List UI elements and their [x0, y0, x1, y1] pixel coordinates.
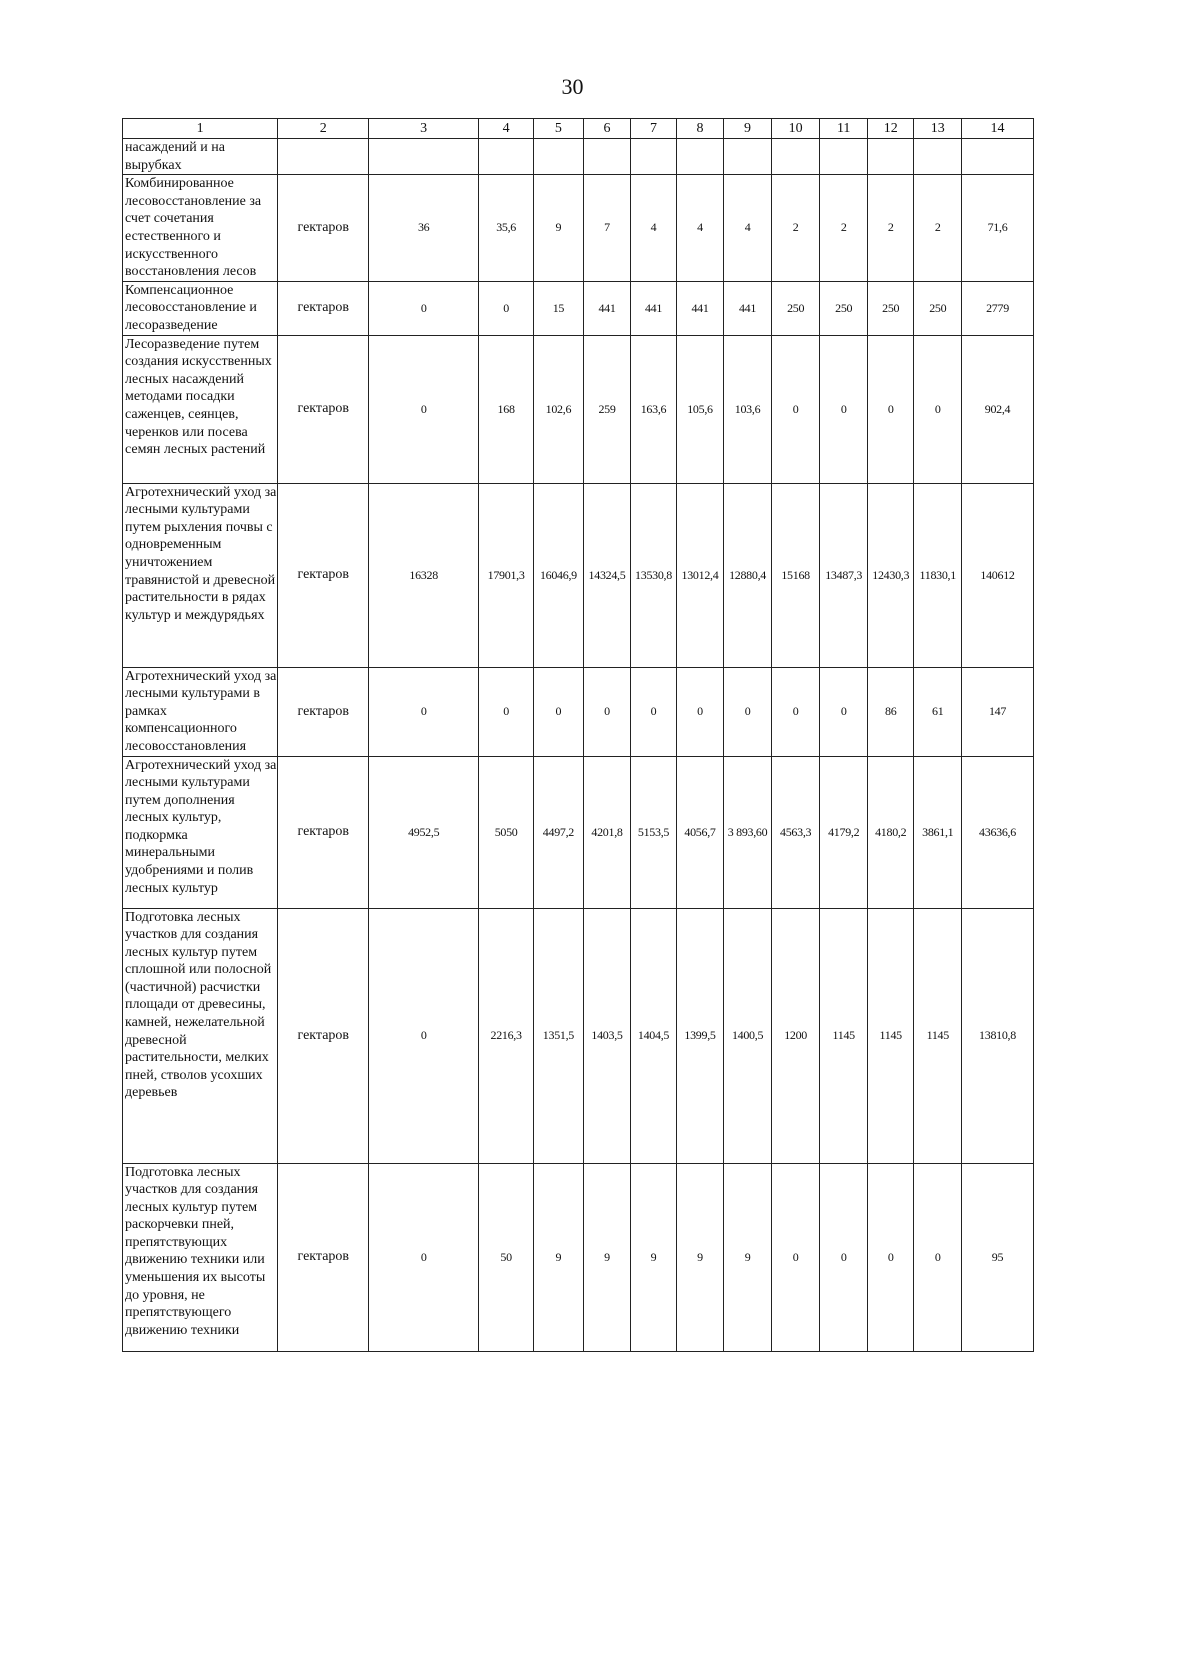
value-cell: 1404,5 — [631, 908, 676, 1163]
value-cell: 1400,5 — [724, 908, 772, 1163]
value-cell: 2779 — [962, 281, 1034, 335]
value-cell: 4 — [724, 175, 772, 282]
value-cell: 902,4 — [962, 335, 1034, 483]
value-cell — [534, 139, 584, 175]
value-cell: 9 — [534, 1163, 584, 1351]
column-header: 6 — [583, 119, 631, 139]
table-row — [123, 483, 1034, 667]
value-cell: 0 — [583, 667, 631, 756]
value-cell: 1399,5 — [676, 908, 724, 1163]
value-cell: 7 — [583, 175, 631, 282]
value-cell: 0 — [369, 908, 479, 1163]
table-row — [123, 139, 1034, 175]
value-cell: 9 — [631, 1163, 676, 1351]
value-cell: 3 893,60 — [724, 756, 772, 908]
value-cell: 250 — [820, 281, 868, 335]
value-cell: 1145 — [867, 908, 914, 1163]
value-cell: 13487,3 — [820, 483, 868, 667]
value-cell: 4 — [676, 175, 724, 282]
value-cell: 1200 — [771, 908, 820, 1163]
value-cell: 0 — [771, 335, 820, 483]
value-cell: 86 — [867, 667, 914, 756]
row-label: насаждений и на вырубках — [123, 139, 278, 175]
value-cell — [369, 139, 479, 175]
row-label: Агротехнический уход за лесными культурами путем дополнения лесных культур, подкормка минеральными удобрениями и полив лесных культур — [123, 756, 278, 908]
row-label: Агротехнический уход за лесными культурами в рамках компенсационного лесовосстановления — [123, 667, 278, 756]
value-cell: 4201,8 — [583, 756, 631, 908]
value-cell: 35,6 — [479, 175, 534, 282]
unit-cell: гектаров — [278, 908, 369, 1163]
value-cell: 12430,3 — [867, 483, 914, 667]
value-cell: 441 — [631, 281, 676, 335]
value-cell: 0 — [676, 667, 724, 756]
value-cell — [914, 139, 962, 175]
value-cell: 1403,5 — [583, 908, 631, 1163]
table-row — [123, 1163, 1034, 1351]
value-cell: 147 — [962, 667, 1034, 756]
value-cell: 259 — [583, 335, 631, 483]
value-cell: 43636,6 — [962, 756, 1034, 908]
value-cell: 0 — [820, 667, 868, 756]
unit-cell: гектаров — [278, 335, 369, 483]
unit-cell: гектаров — [278, 281, 369, 335]
value-cell: 0 — [820, 335, 868, 483]
value-cell: 4180,2 — [867, 756, 914, 908]
value-cell: 15 — [534, 281, 584, 335]
value-cell: 0 — [369, 1163, 479, 1351]
value-cell: 61 — [914, 667, 962, 756]
value-cell: 441 — [583, 281, 631, 335]
column-header: 11 — [820, 119, 868, 139]
column-header: 1 — [123, 119, 278, 139]
value-cell: 4563,3 — [771, 756, 820, 908]
value-cell: 17901,3 — [479, 483, 534, 667]
row-label: Комбинированное лесовосстановление за счет сочетания естественного и искусственного восстановления лесов — [123, 175, 278, 282]
column-header: 14 — [962, 119, 1034, 139]
value-cell: 0 — [534, 667, 584, 756]
value-cell: 140612 — [962, 483, 1034, 667]
value-cell: 13810,8 — [962, 908, 1034, 1163]
row-label: Лесоразведение путем создания искусственных лесных насаждений методами посадки саженцев, сеянцев, черенков или посева семян лесных растений — [123, 335, 278, 483]
value-cell: 163,6 — [631, 335, 676, 483]
value-cell: 71,6 — [962, 175, 1034, 282]
value-cell — [676, 139, 724, 175]
value-cell: 0 — [867, 1163, 914, 1351]
value-cell: 50 — [479, 1163, 534, 1351]
unit-cell: гектаров — [278, 175, 369, 282]
value-cell: 95 — [962, 1163, 1034, 1351]
value-cell: 9 — [676, 1163, 724, 1351]
value-cell: 1351,5 — [534, 908, 584, 1163]
page-number: 30 — [561, 74, 584, 99]
value-cell: 250 — [771, 281, 820, 335]
value-cell: 5153,5 — [631, 756, 676, 908]
value-cell: 2 — [820, 175, 868, 282]
column-header: 9 — [724, 119, 772, 139]
value-cell: 16328 — [369, 483, 479, 667]
column-header: 8 — [676, 119, 724, 139]
value-cell: 2 — [867, 175, 914, 282]
value-cell — [479, 139, 534, 175]
value-cell: 0 — [479, 667, 534, 756]
value-cell: 250 — [914, 281, 962, 335]
value-cell — [867, 139, 914, 175]
column-header: 4 — [479, 119, 534, 139]
unit-cell: гектаров — [278, 1163, 369, 1351]
table-row — [123, 756, 1034, 908]
table-row — [123, 175, 1034, 282]
value-cell: 11830,1 — [914, 483, 962, 667]
unit-cell — [278, 139, 369, 175]
value-cell: 0 — [369, 667, 479, 756]
value-cell: 441 — [724, 281, 772, 335]
value-cell: 102,6 — [534, 335, 584, 483]
value-cell — [962, 139, 1034, 175]
column-header: 2 — [278, 119, 369, 139]
value-cell: 2 — [914, 175, 962, 282]
row-label: Агротехнический уход за лесными культурами путем рыхления почвы с одновременным уничтожением травянистой и древесной растительности в рядах культур и междурядьях — [123, 483, 278, 667]
value-cell: 105,6 — [676, 335, 724, 483]
value-cell — [583, 139, 631, 175]
value-cell: 13012,4 — [676, 483, 724, 667]
value-cell: 0 — [479, 281, 534, 335]
value-cell: 15168 — [771, 483, 820, 667]
column-header: 12 — [867, 119, 914, 139]
value-cell: 0 — [771, 667, 820, 756]
value-cell: 16046,9 — [534, 483, 584, 667]
value-cell — [631, 139, 676, 175]
value-cell: 3861,1 — [914, 756, 962, 908]
column-header: 13 — [914, 119, 962, 139]
value-cell: 12880,4 — [724, 483, 772, 667]
row-label: Подготовка лесных участков для создания лесных культур путем сплошной или полосной (частичной) расчистки площади от древесины, камней, нежелательной древесной растительности, мелких пней, стволов усохших деревьев — [123, 908, 278, 1163]
value-cell: 0 — [914, 1163, 962, 1351]
value-cell: 4056,7 — [676, 756, 724, 908]
table-row — [123, 281, 1034, 335]
value-cell: 0 — [914, 335, 962, 483]
value-cell: 4952,5 — [369, 756, 479, 908]
unit-cell: гектаров — [278, 667, 369, 756]
value-cell: 9 — [583, 1163, 631, 1351]
value-cell: 0 — [867, 335, 914, 483]
value-cell: 2216,3 — [479, 908, 534, 1163]
value-cell: 2 — [771, 175, 820, 282]
table-row — [123, 335, 1034, 483]
row-label: Компенсационное лесовосстановление и лесоразведение — [123, 281, 278, 335]
value-cell: 36 — [369, 175, 479, 282]
value-cell: 441 — [676, 281, 724, 335]
value-cell: 0 — [724, 667, 772, 756]
data-table — [122, 118, 1034, 1352]
value-cell: 1145 — [914, 908, 962, 1163]
value-cell: 1145 — [820, 908, 868, 1163]
value-cell: 168 — [479, 335, 534, 483]
column-header: 3 — [369, 119, 479, 139]
value-cell: 5050 — [479, 756, 534, 908]
value-cell: 0 — [631, 667, 676, 756]
value-cell: 250 — [867, 281, 914, 335]
table-row — [123, 908, 1034, 1163]
value-cell: 0 — [369, 335, 479, 483]
value-cell: 14324,5 — [583, 483, 631, 667]
value-cell: 0 — [820, 1163, 868, 1351]
header-row — [123, 119, 1034, 139]
value-cell — [820, 139, 868, 175]
column-header: 5 — [534, 119, 584, 139]
column-header: 10 — [771, 119, 820, 139]
value-cell: 9 — [724, 1163, 772, 1351]
table-row — [123, 667, 1034, 756]
row-label: Подготовка лесных участков для создания лесных культур путем раскорчевки пней, препятствующих движению техники или уменьшения их высоты до уровня, не препятствующего движению техники — [123, 1163, 278, 1351]
value-cell: 13530,8 — [631, 483, 676, 667]
value-cell: 4497,2 — [534, 756, 584, 908]
value-cell: 0 — [369, 281, 479, 335]
value-cell: 4 — [631, 175, 676, 282]
value-cell — [724, 139, 772, 175]
unit-cell: гектаров — [278, 483, 369, 667]
value-cell: 0 — [771, 1163, 820, 1351]
column-header: 7 — [631, 119, 676, 139]
value-cell: 9 — [534, 175, 584, 282]
value-cell: 103,6 — [724, 335, 772, 483]
value-cell: 4179,2 — [820, 756, 868, 908]
value-cell — [771, 139, 820, 175]
unit-cell: гектаров — [278, 756, 369, 908]
